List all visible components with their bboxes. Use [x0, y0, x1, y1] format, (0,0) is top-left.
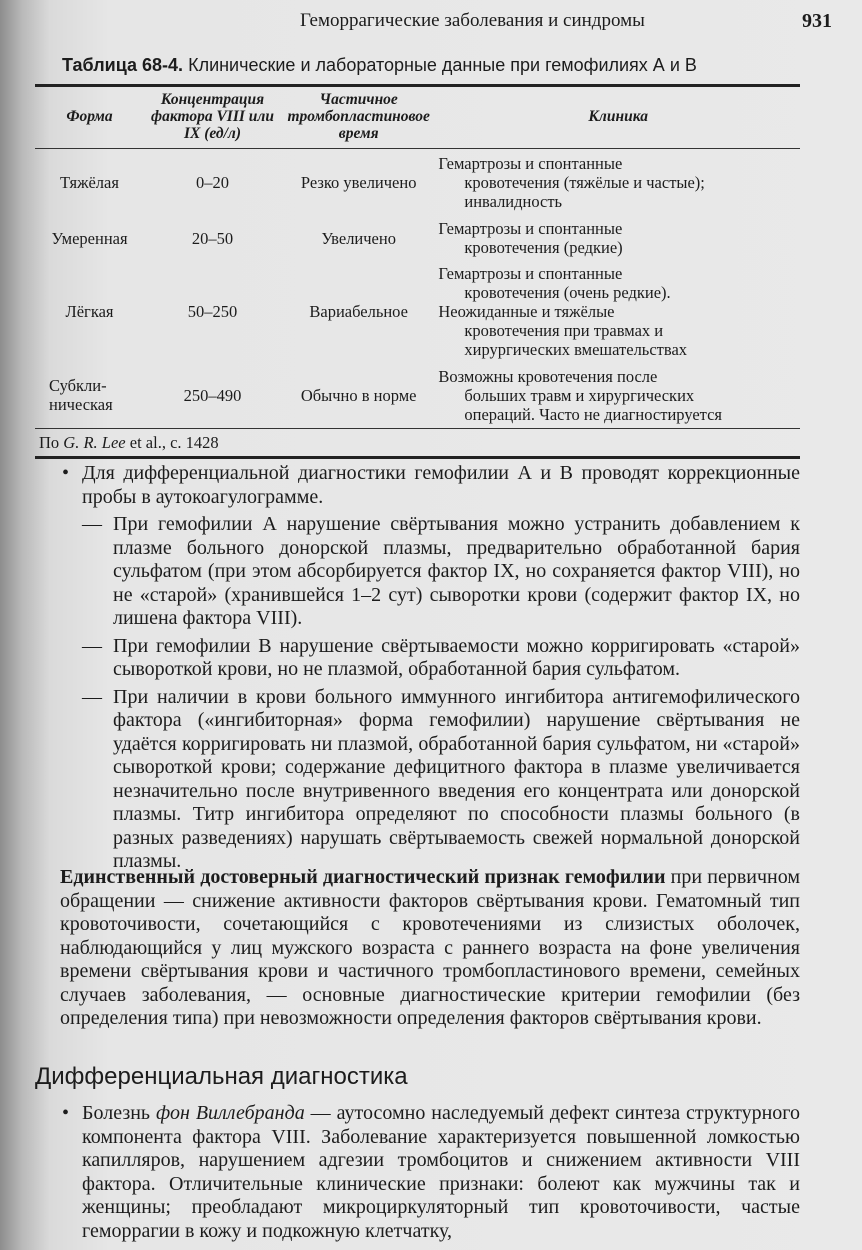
table-row — [35, 149, 800, 215]
table-bottom-rule — [35, 456, 800, 459]
cell-ptt: Резко увеличено — [300, 172, 417, 192]
differential-block — [60, 1102, 800, 1243]
disease-name: фон Виллебранда — [156, 1102, 305, 1124]
header-form: Форма — [66, 108, 113, 125]
paragraph-text: при первичном обращении — снижение активности факторов свёртывания крови. Гематомный тип кровоточивости, сочетающийся с кровотечениями из слизистых оболочек, наблюдающийся у лиц мужского возраста с раннего возраста на фоне увеличения времени свёртывания крови и частичного тромбопластинового времени, семейных случаев заболевания, — основные диагностические критерии гемофилии (без определения типа) при невозможности определения факторов свёртывания крови. — [60, 866, 800, 1029]
cell-ptt: Увеличено — [321, 228, 396, 248]
table-row — [35, 362, 800, 428]
cell-clinic: Возможны кровотечения после больших травм и хирургических операций. Часто не диагностируется — [438, 366, 722, 424]
cell-clinic: Гемартрозы и спонтанные кровотечения (очень редкие). Неожиданные и тяжёлые кровотечения при травмах и хирургических вмешательствах — [438, 264, 688, 359]
cell-ptt: Обычно в норме — [300, 385, 417, 405]
cell-concentration: 0–20 — [196, 172, 229, 192]
header-ptt: Частичное тромбопластиновое время — [287, 91, 430, 142]
diagnostic-paragraph — [60, 866, 800, 1031]
paragraph-bold-lead: Единственный достоверный диагностический признак гемофилии — [60, 866, 666, 888]
cell-form: Тяжёлая — [60, 172, 119, 192]
list-item: • Для дифференциальной диагностики гемофилии А и В проводят коррекционные пробы в аутокоагулограмме. — [60, 462, 800, 509]
cell-concentration: 50–250 — [187, 302, 238, 321]
list-item: — При гемофилии А нарушение свёртывания можно устранить добавлением к плазме больного донорской плазмы, предварительно обработанной бария сульфатом (при этом абсорбируется фактор IX, но сохраняется фактор VIII), но не «старой» (хранившейся 1–2 сут) сыворотки крови (содержит фактор IX, но лишена фактора VIII). — [60, 513, 800, 631]
correction-tests-block — [60, 462, 800, 874]
cell-clinic: Гемартрозы и спонтанные кровотечения (тяжёлые и частые); инвалидность — [438, 153, 705, 211]
cell-form: Умеренная — [51, 228, 128, 248]
cell-concentration: 20–50 — [191, 228, 234, 248]
cell-form: Лёгкая — [65, 302, 114, 321]
table-header-row — [35, 87, 800, 148]
table-caption-number: Таблица 68-4. — [62, 55, 184, 75]
table-row — [35, 215, 800, 261]
source-author: G. R. Lee — [63, 433, 126, 452]
source-suffix: et al., с. 1428 — [129, 433, 219, 452]
table-source-row — [35, 429, 800, 456]
header-clinic: Клиника — [588, 108, 648, 125]
cell-clinic: Гемартрозы и спонтанные кровотечения (редкие) — [438, 219, 623, 257]
list-item: • Болезнь фон Виллебранда — аутосомно наследуемый дефект синтеза структурного компонента фактора VIII. Заболевание характеризуется повышенной ломкостью капилляров, нарушением адгезии тромбоцитов и снижением активности VIII фактора. Отличительные клинические признаки: болеют как мужчины так и женщины; преобладают микроциркуляторный тип кровоточивости, частые геморрагии в кожу и подкожную клетчатку, — [60, 1102, 800, 1243]
section-title: Дифференциальная диагностика — [35, 1063, 408, 1090]
table-caption — [62, 55, 697, 76]
table-row — [35, 261, 800, 362]
header-concentration: Концентрация фактора VIII или IX (ед/л) — [151, 91, 274, 142]
list-item: — При гемофилии В нарушение свёртываемости можно корригировать «старой» сывороткой крови, но не плазмой, обработанной бария сульфатом. — [60, 635, 800, 682]
cell-form: Субкли-ническая — [49, 376, 113, 414]
header-title: Геморрагические заболевания и синдромы — [300, 10, 645, 31]
hemophilia-table — [35, 84, 800, 459]
cell-ptt: Вариабельное — [309, 302, 408, 321]
list-item: — При наличии в крови больного иммунного ингибитора антигемофилического фактора («ингибиторная» форма гемофилии) нарушение свёртывания не удаётся корригировать ни плазмой, обработанной бария сульфатом, ни «старой» сывороткой крови; содержание дефицитного фактора в плазме увеличивается незначительно после внутривенного введения его концентрата или донорской плазмы. Титр ингибитора определяют по способности плазмы больного (в разных разведениях) нарушать свёртываемость свежей нормальной донорской плазмы. — [60, 686, 800, 874]
table-caption-text: Клинические и лабораторные данные при гемофилиях А и В — [188, 55, 697, 75]
page-number: 931 — [802, 9, 832, 32]
cell-concentration: 250–490 — [183, 385, 242, 405]
source-prefix: По — [39, 433, 60, 452]
running-header — [300, 8, 832, 34]
